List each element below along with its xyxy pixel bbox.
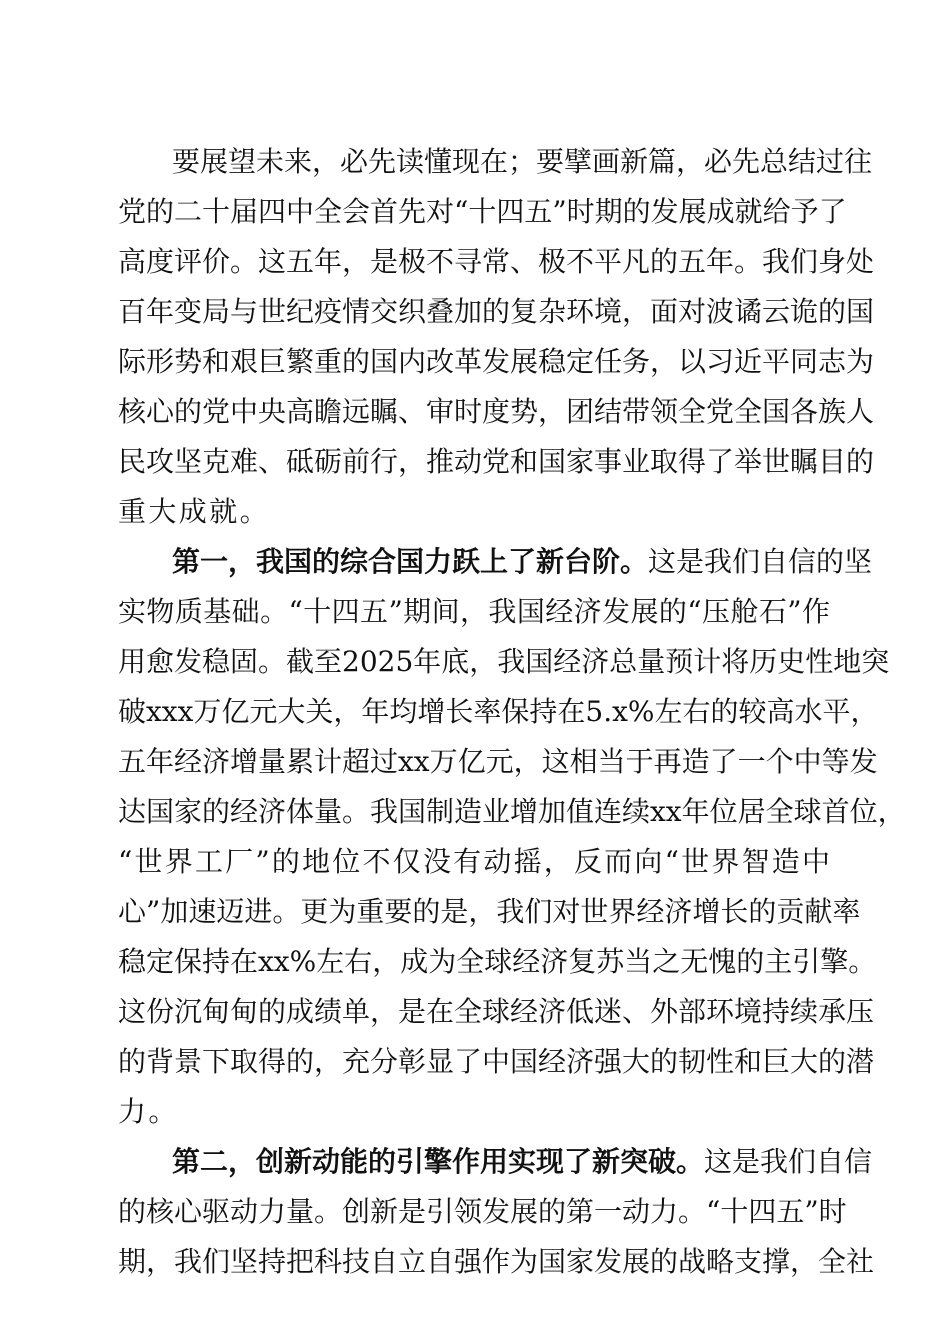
text-line: 要展望未来，必先读懂现在；要擘画新篇，必先总结过往	[172, 145, 873, 178]
text-line: 的核心驱动力量。创新是引领发展的第一动力。“十四五”时	[118, 1195, 847, 1228]
text-line: 这份沉甸甸的成绩单，是在全球经济低迷、外部环境持续承压	[118, 995, 875, 1028]
paragraph-first-line	[172, 1142, 873, 1182]
text-line: 重大成就。	[118, 495, 271, 528]
section-heading: 第一，我国的综合国力跃上了新台阶。	[172, 545, 649, 578]
text-line: 破xxx万亿元大关，年均增长率保持在5.x%左右的较高水平，	[118, 695, 879, 728]
text-line: 达国家的经济体量。我国制造业增加值连续xx年位居全球首位，	[118, 795, 906, 828]
text-line: 际形势和艰巨繁重的国内改革发展稳定任务，以习近平同志为	[118, 345, 875, 378]
text-line: 心”加速迈进。更为重要的是，我们对世界经济增长的贡献率	[118, 895, 861, 928]
paragraph-first-line	[172, 542, 873, 582]
text-line: 的背景下取得的，充分彰显了中国经济强大的韧性和巨大的潜	[118, 1045, 875, 1078]
text-line: “世界工厂”的地位不仅没有动摇，反而向“世界智造中	[118, 845, 830, 878]
text-line: 核心的党中央高瞻远瞩、审时度势，团结带领全党全国各族人	[118, 395, 875, 428]
text-line: 用愈发稳固。截至2025年底，我国经济总量预计将历史性地突	[118, 645, 890, 678]
text-line: 实物质基础。“十四五”期间，我国经济发展的“压舱石”作	[118, 595, 830, 628]
text-run: 这是我们自信的坚	[648, 545, 873, 578]
text-line: 党的二十届四中全会首先对“十四五”时期的发展成就给予了	[118, 195, 847, 228]
text-line: 稳定保持在xx%左右，成为全球经济复苏当之无愧的主引擎。	[118, 945, 877, 978]
section-heading: 第二，创新动能的引擎作用实现了新突破。	[172, 1145, 705, 1178]
text-line: 百年变局与世纪疫情交织叠加的复杂环境，面对波谲云诡的国	[118, 295, 875, 328]
text-line: 期，我们坚持把科技自立自强作为国家发展的战略支撑，全社	[118, 1245, 875, 1278]
text-line: 力。	[118, 1095, 179, 1128]
text-run: 这是我们自信	[704, 1145, 873, 1178]
text-line: 民攻坚克难、砥砺前行，推动党和国家事业取得了举世瞩目的	[118, 445, 875, 478]
text-line: 高度评价。这五年，是极不寻常、极不平凡的五年。我们身处	[118, 245, 875, 278]
text-line: 五年经济增量累计超过xx万亿元，这相当于再造了一个中等发	[118, 745, 878, 778]
